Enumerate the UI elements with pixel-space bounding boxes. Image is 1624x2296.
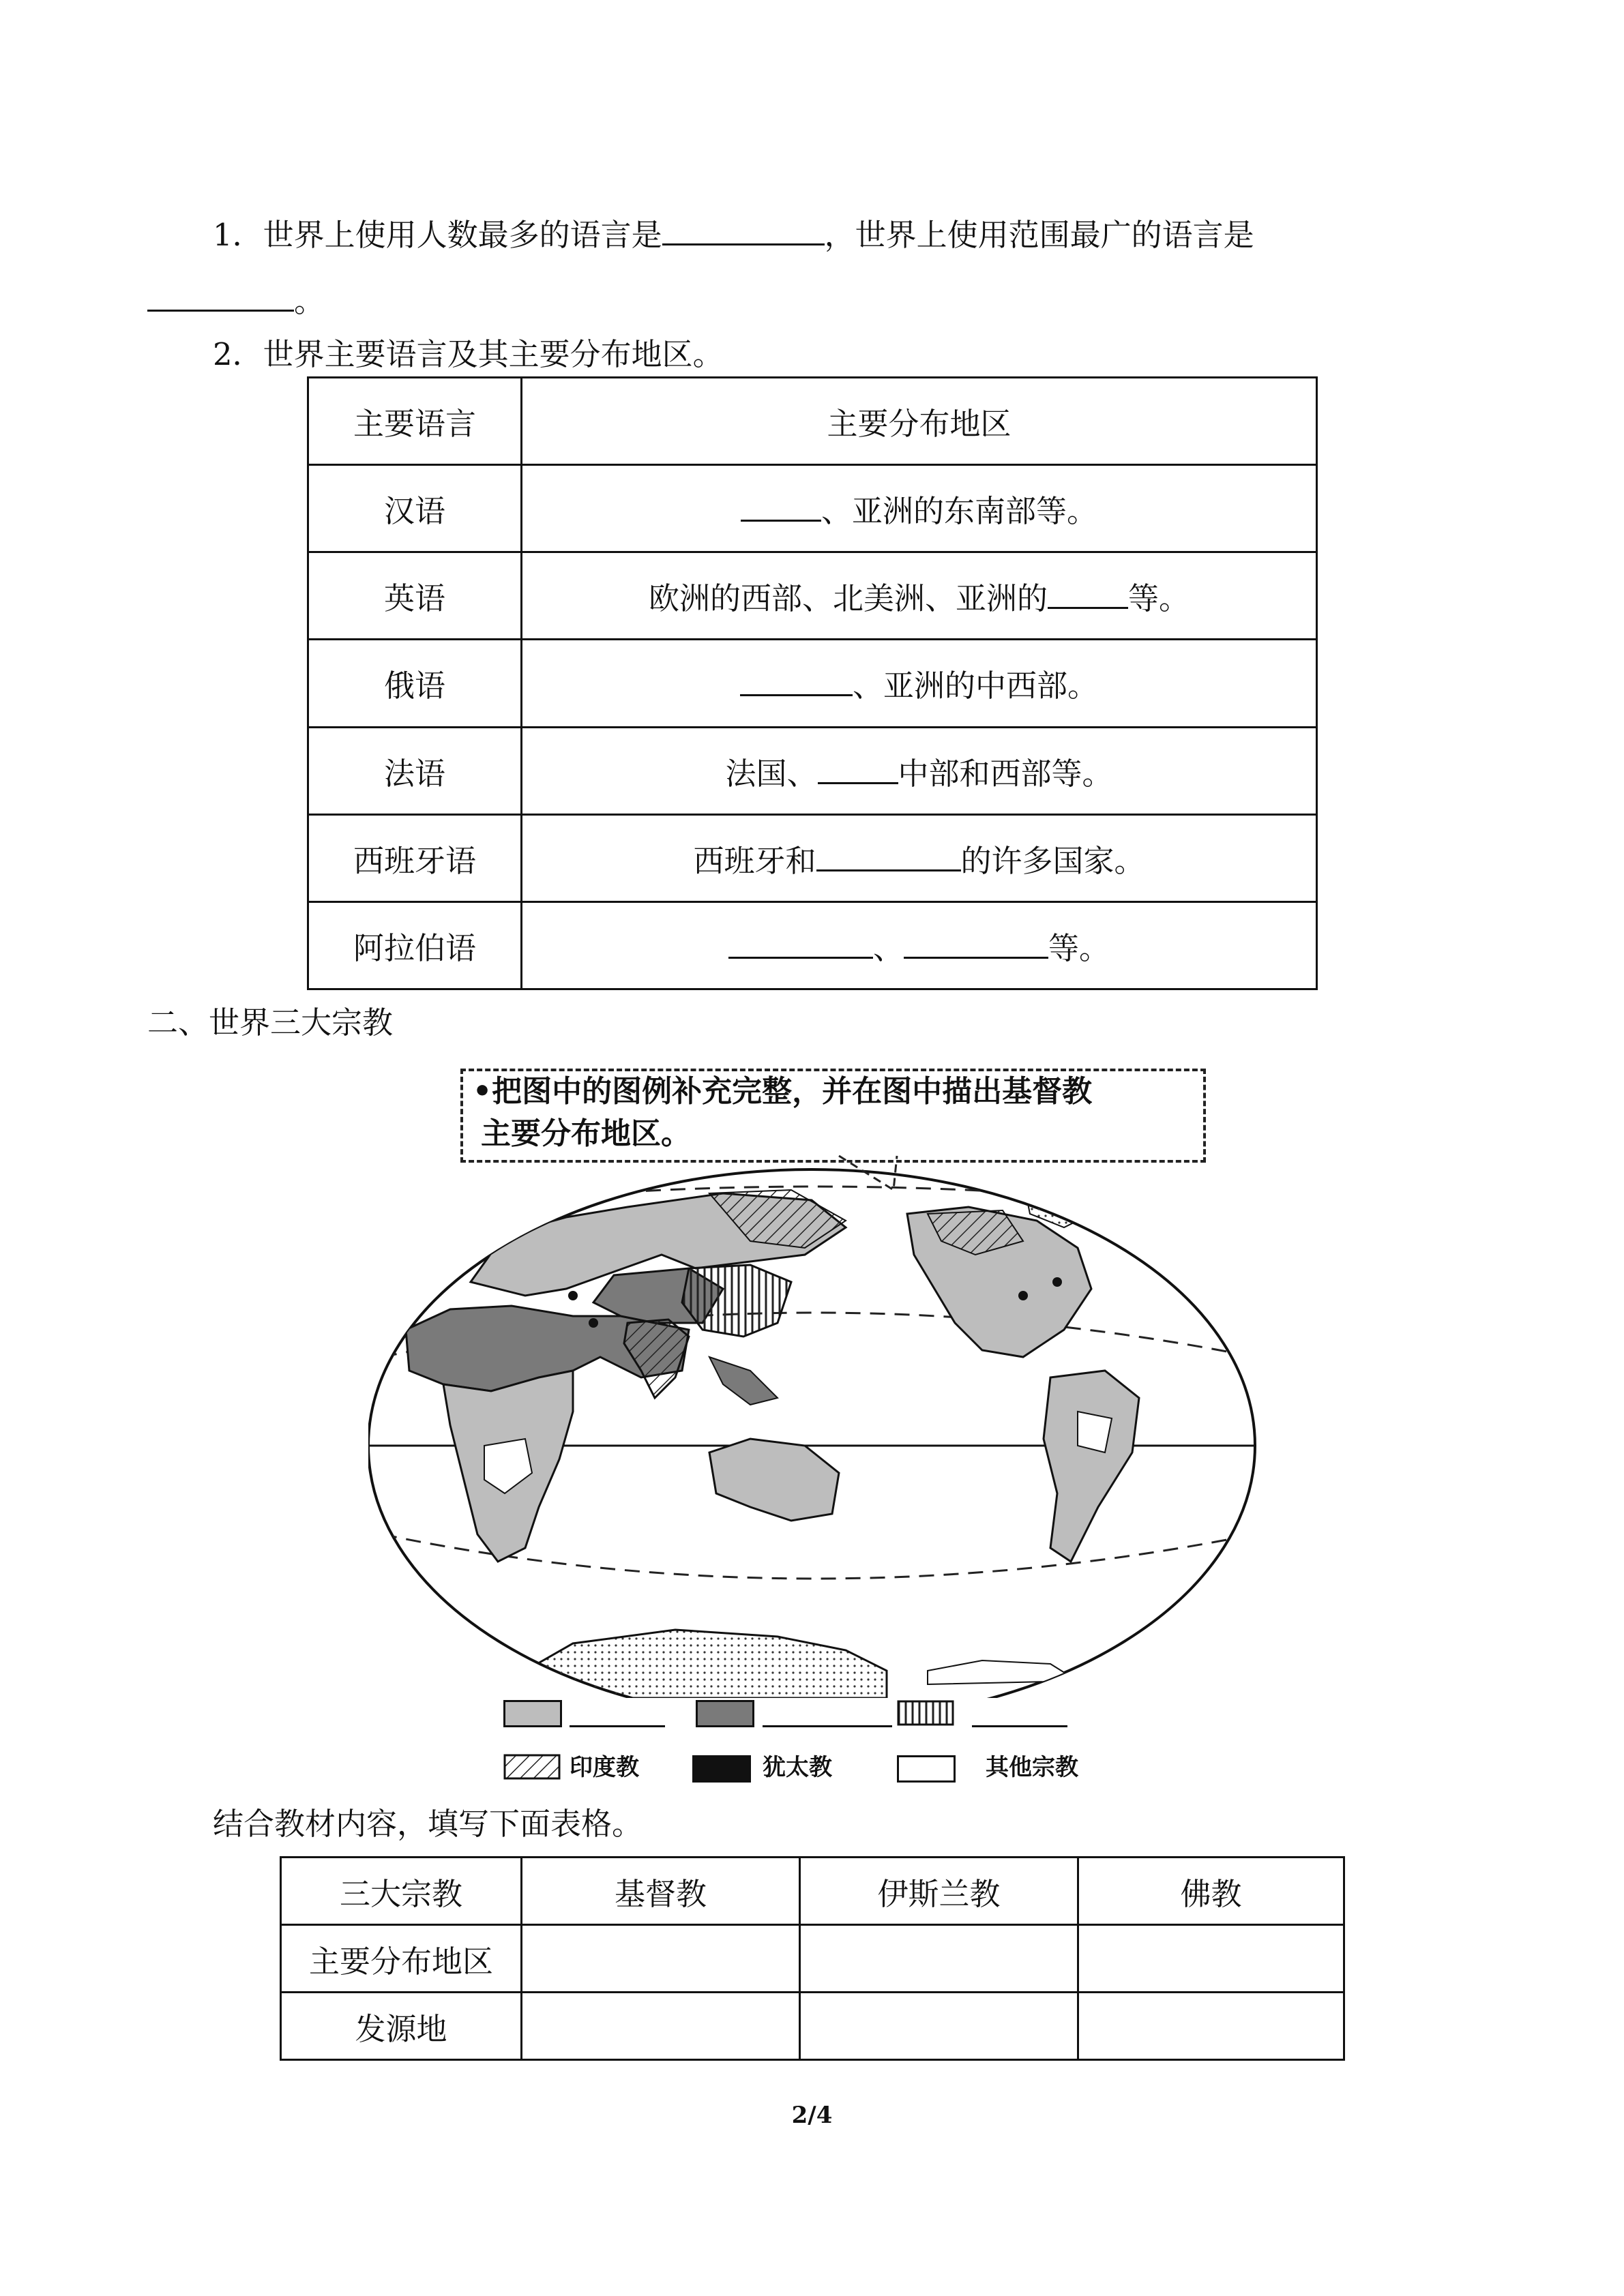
region-text: 法国、 [725,755,818,792]
legend-islam-blank[interactable] [763,1725,892,1727]
religion-table [280,1856,1345,2061]
q1-line1 [213,215,1254,256]
table-row [308,727,1317,814]
lang-cell: 俄语 [308,640,522,727]
world-religion-map [368,1152,1269,1698]
legend-hindu-label: 印度教 [570,1754,639,1781]
callout-line-1: •把图中的图例补充完整，并在图中描出基督教 [473,1074,1093,1109]
q1-text-b: ，世界上使用范围最广的语言是 [824,217,1254,253]
answer-blank[interactable] [818,754,898,784]
table-header-row [281,1858,1344,1925]
q2-title: 2．世界主要语言及其主要分布地区。 [213,336,724,372]
answer-cell[interactable] [800,1993,1078,2060]
region-cell [522,640,1317,727]
callout-line-2: 主要分布地区。 [481,1116,691,1151]
region-cell [522,552,1317,640]
south-america-other-shape [1078,1412,1112,1452]
header-region: 主要分布地区 [522,378,1317,465]
callout-pointer [832,1152,914,1193]
answer-blank[interactable] [904,928,1048,959]
language-table [307,376,1318,990]
table-row [308,814,1317,901]
region-text: 等。 [1048,929,1110,966]
header-christianity: 基督教 [522,1858,800,1925]
header-islam: 伊斯兰教 [800,1858,1078,1925]
table-header-row [308,378,1317,465]
region-cell [522,727,1317,814]
region-text: 中部和西部等。 [898,755,1113,792]
judaism-dot [1018,1291,1028,1300]
answer-cell[interactable] [522,1993,800,2060]
region-cell [522,465,1317,552]
lang-cell: 汉语 [308,465,522,552]
q1-text-a: 1．世界上使用人数最多的语言是 [213,217,662,253]
region-text: 、 [872,929,904,966]
region-text: 西班牙和 [693,842,816,879]
table-row [308,901,1317,989]
lang-cell: 英语 [308,552,522,640]
region-text: 的许多国家。 [960,842,1145,879]
q1-text-end: 。 [294,283,325,319]
answer-cell[interactable] [800,1925,1078,1993]
judaism-dot [1052,1277,1062,1287]
table-row [308,465,1317,552]
judaism-dot [568,1291,578,1300]
q1-blank-1[interactable] [662,215,825,245]
section2-title: 二、世界三大宗教 [147,1004,394,1041]
q1-line2 [147,281,325,322]
judaism-dot [589,1318,598,1328]
answer-cell[interactable] [1078,1993,1344,2060]
legend-buddhism-swatch [897,1700,956,1727]
lang-cell: 阿拉伯语 [308,901,522,989]
header-religions: 三大宗教 [281,1858,522,1925]
header-buddhism: 佛教 [1078,1858,1344,1925]
answer-cell[interactable] [522,1925,800,1993]
legend-buddhism-blank[interactable] [972,1725,1067,1727]
row-label-distribution: 主要分布地区 [281,1925,522,1993]
answer-cell[interactable] [1078,1925,1344,1993]
lang-cell: 法语 [308,727,522,814]
table-row [281,1993,1344,2060]
region-cell [522,901,1317,989]
page-number: 2/4 [791,2102,833,2129]
legend-christianity-blank[interactable] [570,1725,665,1727]
instruction-text: 结合教材内容，填写下面表格。 [213,1806,643,1842]
region-text: 等。 [1128,580,1190,617]
legend-islam-swatch [696,1700,754,1727]
lang-cell: 西班牙语 [308,814,522,901]
region-text: 欧洲的西部、北美洲、亚洲的 [648,580,1048,617]
legend-other-swatch [897,1755,956,1783]
region-text: 、亚洲的东南部等。 [821,493,1097,530]
legend-christianity-swatch [503,1700,562,1727]
answer-blank[interactable] [1048,578,1128,609]
table-row [281,1925,1344,1993]
table-row [308,552,1317,640]
region-cell [522,814,1317,901]
q1-blank-2[interactable] [147,281,294,312]
region-text: 、亚洲的中西部。 [852,668,1098,704]
table-row [308,640,1317,727]
callout-text [473,1071,1092,1155]
legend-hindu-swatch [503,1754,562,1781]
legend-other-label: 其他宗教 [986,1754,1078,1781]
answer-blank[interactable] [728,928,873,959]
answer-blank[interactable] [741,491,821,522]
answer-blank[interactable] [740,666,853,696]
row-label-origin: 发源地 [281,1993,522,2060]
legend-judaism-swatch [692,1755,751,1783]
legend-judaism-label: 犹太教 [763,1754,832,1781]
header-language: 主要语言 [308,378,522,465]
answer-blank[interactable] [816,841,961,871]
